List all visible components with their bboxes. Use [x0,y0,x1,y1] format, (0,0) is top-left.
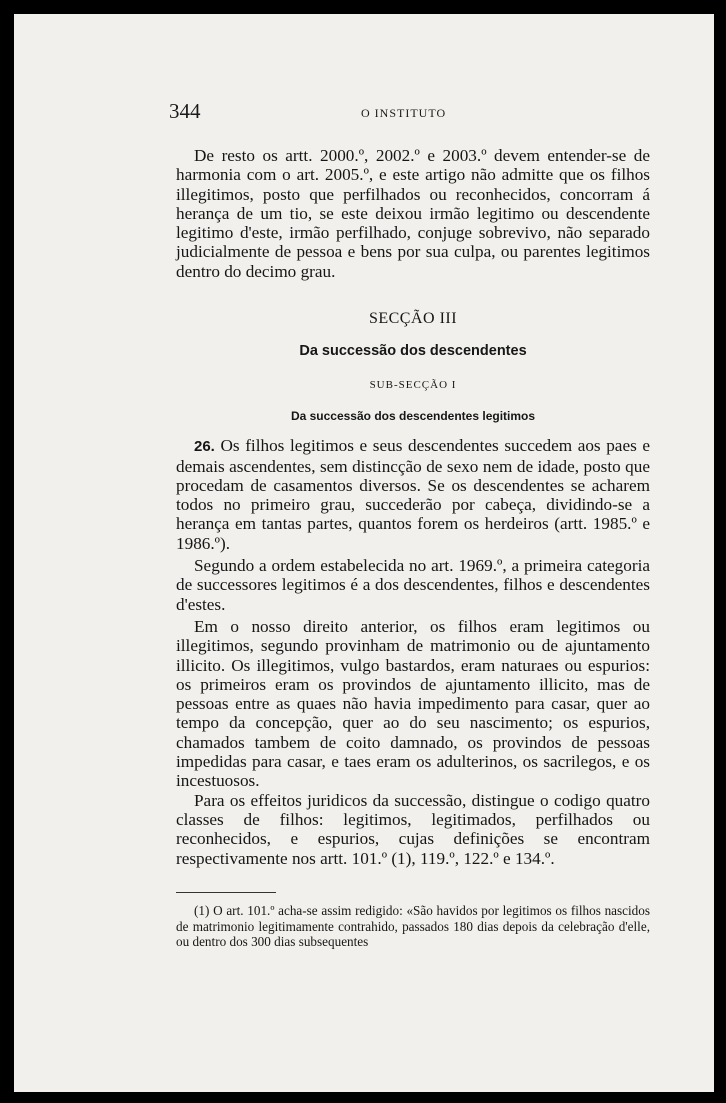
paragraph: Em o nosso direito anterior, os filhos eram legitimos ou illegitimos, segundo provinham de matrimonio ou de ajuntamento illicito. Os illegitimos, vulgo bastardos, eram naturaes ou espurios: os primeiros eram os provindos de ajuntamento illicito, mas de pessoas entre as quaes não havia impedimento para casar, quer ao tempo da concepção, quer ao do seu nascimento; os espurios, chamados tambem de coito damnado, os provindos de pessoas impedidas para casar, e taes eram os adulterinos, os sacrilegos, e os incestuosos. [176,616,650,791]
subsection-heading: SUB-SECÇÃO I [369,378,457,391]
article-26 [176,436,650,553]
intro-paragraph: De resto os artt. 2000.º, 2002.º e 2003.º devem entender-se de harmonia com o art. 2005.º, e este artigo não admitte que os filhos illegitimos, posto que perfilhados ou reconhecidos, concorram á herança de um tio, se este deixou irmão legitimo ou descendente legitimo d'este, irmão perfilhado, conjuge sobrevivo, não separado judicialmente de pessoa e bens por sua culpa, ou parentes legitimos dentro do decimo grau. [176,146,650,281]
section-title: Da successão dos descendentes [299,343,527,360]
paragraph: Segundo a ordem estabelecida no art. 1969.º, a primeira categoria de successores legitimos é a dos descendentes, filhos e descendentes d'estes. [176,556,650,614]
footnote-rule [176,892,276,893]
paragraph: Para os effeitos juridicos da successão, distingue o codigo quatro classes de filhos: legitimos, legitimados, perfilhados ou reconhecidos, e espurios, cujas definições se encontram respectivamente nos artt. 101.º (1), 119.º, 122.º e 134.º. [176,790,650,868]
book-page [14,14,714,1092]
page-header [169,99,629,123]
footnote [176,903,650,950]
running-head: O INSTITUTO [361,106,447,120]
page-number: 344 [169,99,201,123]
article-text: Os filhos legitimos e seus descendentes succedem aos paes e demais ascendentes, sem distincção de sexo nem de idade, posto que procedam de casamentos diversos. Se os descendentes se acharem todos no primeiro grau, succederão por cabeça, dividindo-se a herança em tantas partes, quantos forem os herdeiros (artt. 1985.º e 1986.º). [176,436,651,553]
article-number: 26. [194,438,215,456]
page-body [176,146,650,868]
section-heading: SECÇÃO III [368,310,458,328]
subsection-title: Da successão dos descendentes legitimos [290,408,536,423]
footnote-text: (1) O art. 101.º acha-se assim redigido: «São havidos por legitimos os filhos nascidos de matrimonio legitimamente contrahido, passados 180 dias depois da celebração d'elle, ou dentro dos 300 dias subsequentes [176,903,650,949]
